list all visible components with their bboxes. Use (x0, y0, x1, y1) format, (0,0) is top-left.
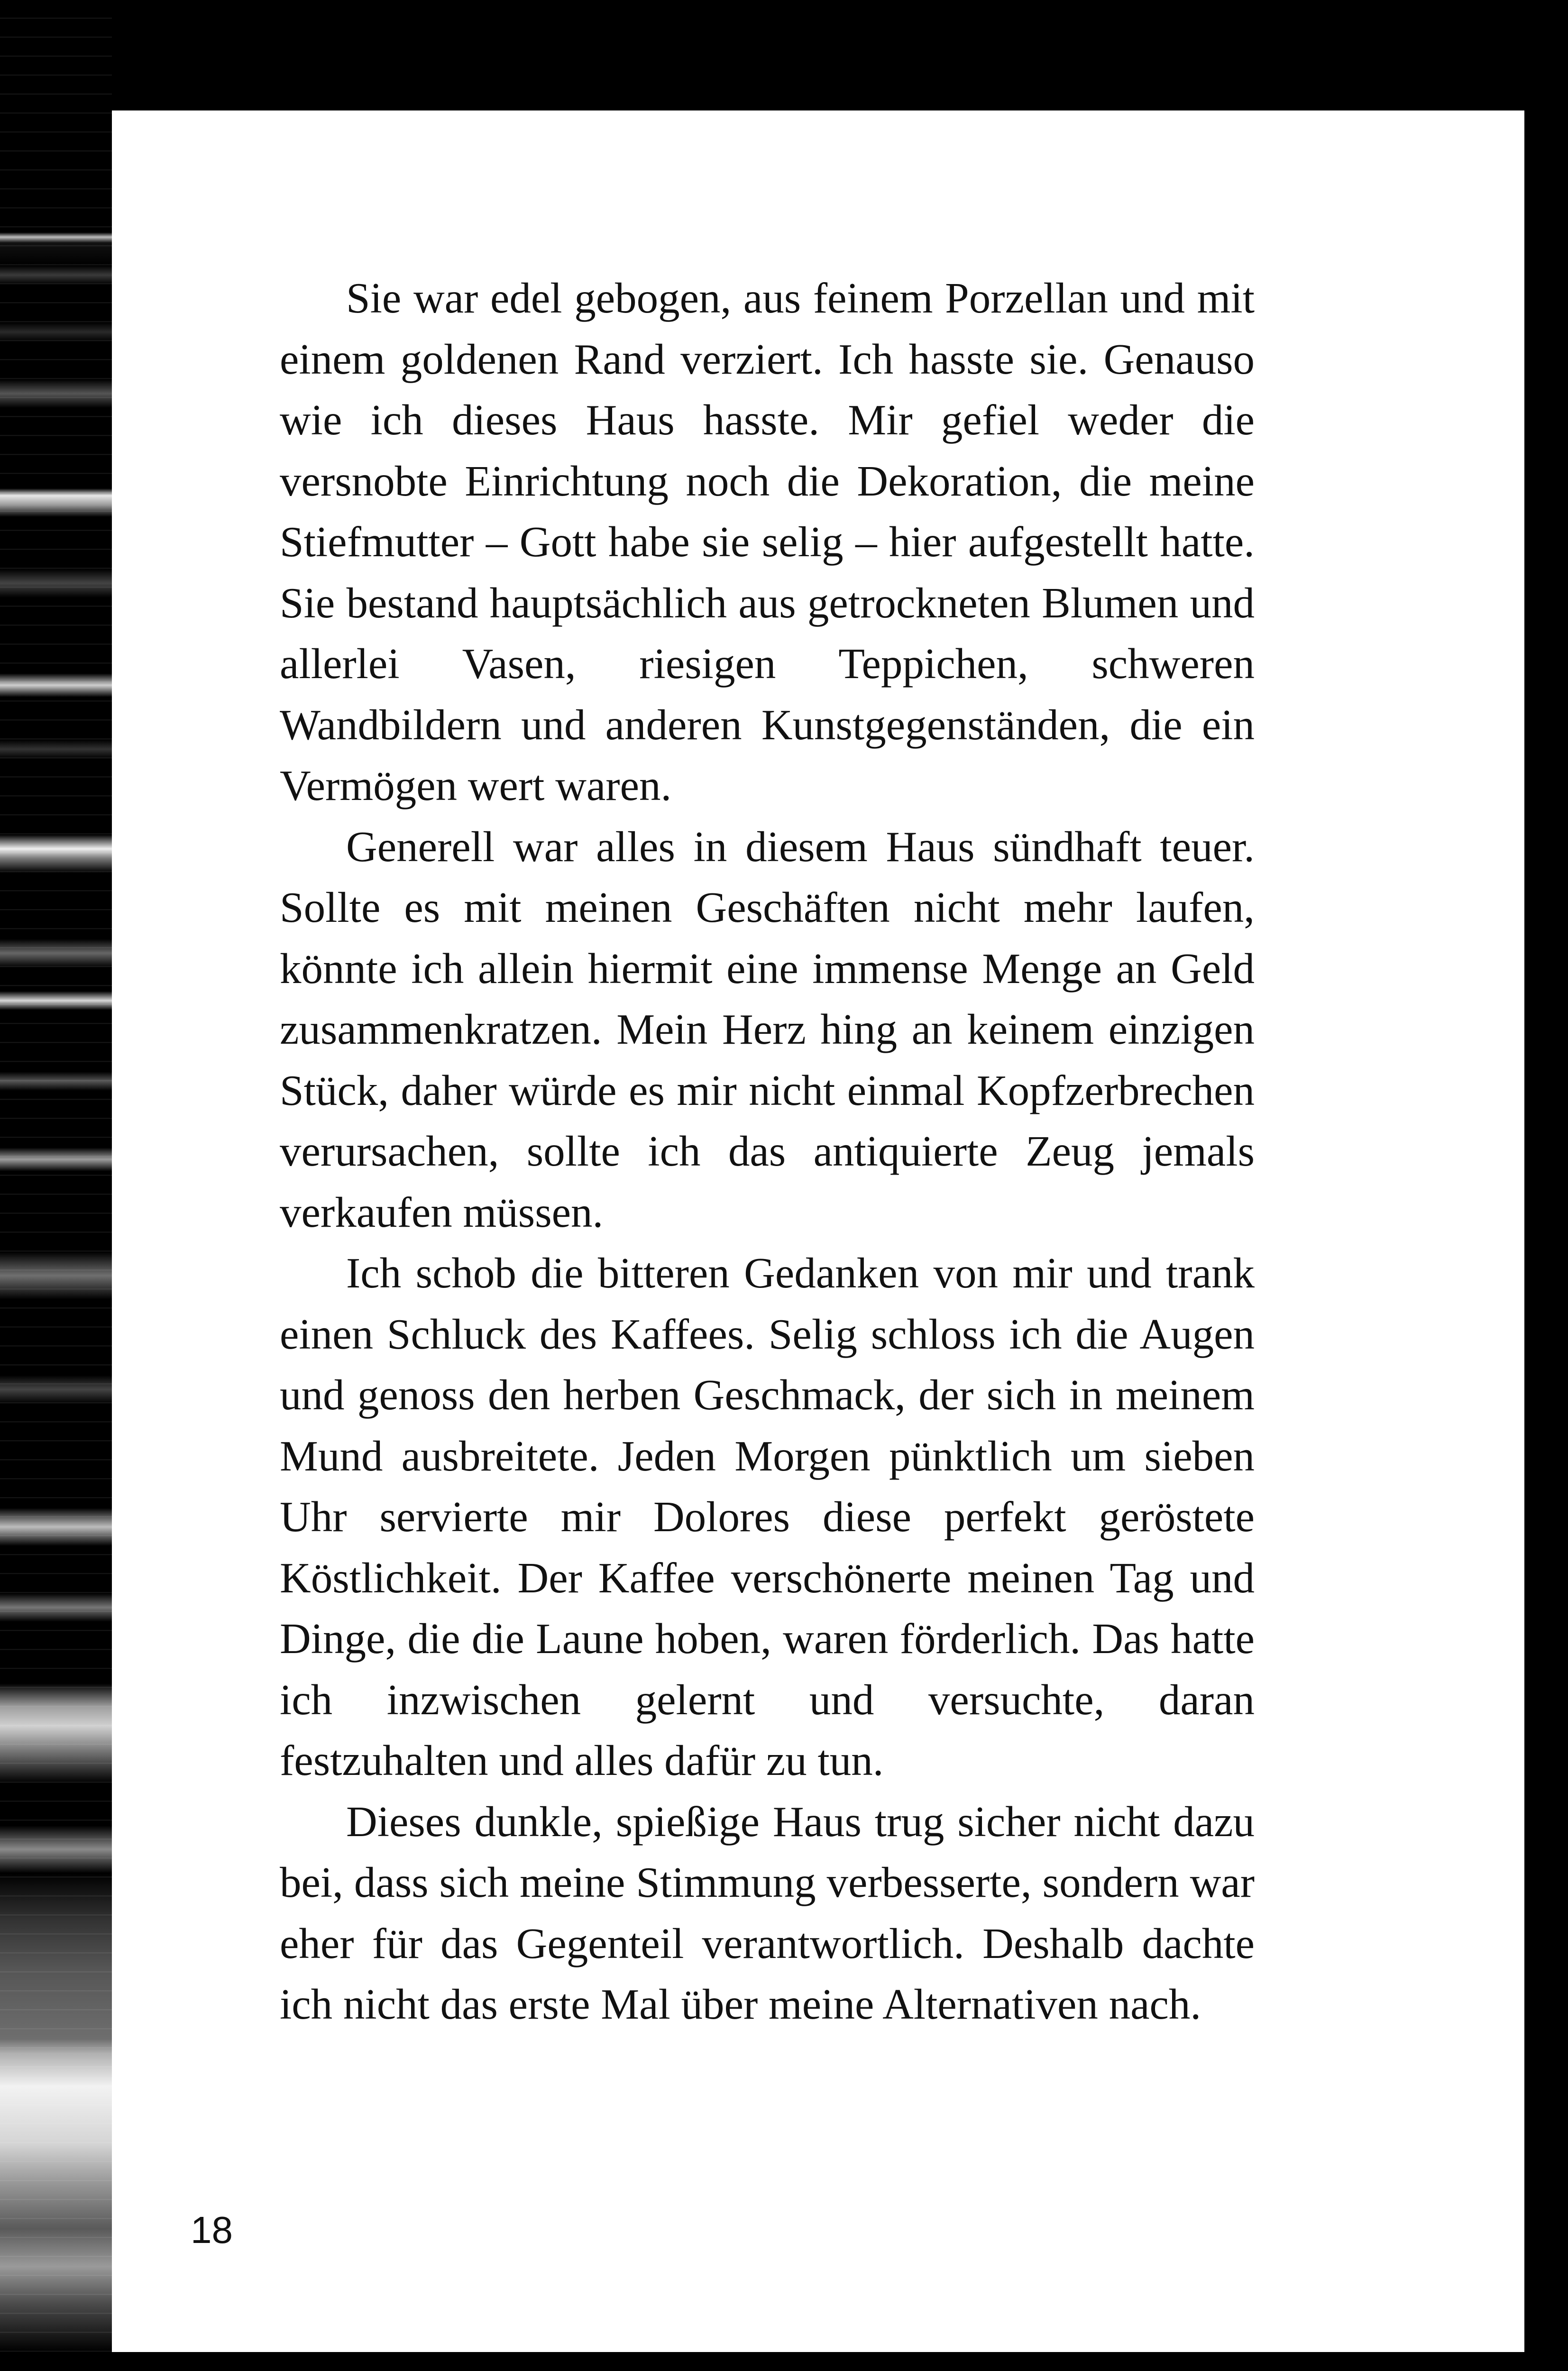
page-number: 18 (191, 2209, 233, 2251)
left-decorative-edge (0, 0, 112, 2371)
body-text (280, 268, 1255, 2035)
paragraph-1: Sie war edel gebogen, aus feinem Porzellan und mit einem goldenen Rand verziert. Ich hasste sie. Genauso wie ich dieses Haus hasste. Mir gefiel weder die versnobte Einrichtung noch die Dekoration, die meine Stiefmutter – Gott habe sie selig – hier aufgestellt hatte. Sie bestand hauptsächlich aus getrockneten Blumen und allerlei Vasen, riesigen Teppichen, schweren Wandbildern und anderen Kunstgegenständen, die ein Vermögen wert waren. (280, 274, 1255, 809)
bottom-black-band (0, 2352, 1568, 2371)
book-page (112, 110, 1524, 2352)
paragraph-2: Generell war alles in diesem Haus sündhaft teuer. Sollte es mit meinen Geschäften nicht mehr laufen, könnte ich allein hiermit eine immense Menge an Geld zusammenkratzen. Mein Herz hing an keinem einzigen Stück, daher würde es mir nicht einmal Kopfzerbrechen verursachen, sollte ich das antiquierte Zeug jemals verkaufen müssen. (280, 822, 1255, 1236)
top-black-band (0, 0, 1568, 110)
paragraph-4: Dieses dunkle, spießige Haus trug sicher nicht dazu bei, dass sich meine Stimmung verbesserte, sondern war eher für das Gegenteil verantwortlich. Deshalb dachte ich nicht das erste Mal über meine Alternativen nach. (280, 1797, 1255, 2028)
paragraph-3: Ich schob die bitteren Gedanken von mir und trank einen Schluck des Kaffees. Selig schloss ich die Augen und genoss den herben Geschmack, der sich in meinem Mund ausbreitete. Jeden Morgen pünktlich um sieben Uhr servierte mir Dolores diese perfekt geröstete Köstlichkeit. Der Kaffee verschönerte meinen Tag und Dinge, die die Laune hoben, waren förderlich. Das hatte ich inzwischen gelernt und versuchte, daran festzuhalten und alles dafür zu tun. (280, 1249, 1255, 1784)
